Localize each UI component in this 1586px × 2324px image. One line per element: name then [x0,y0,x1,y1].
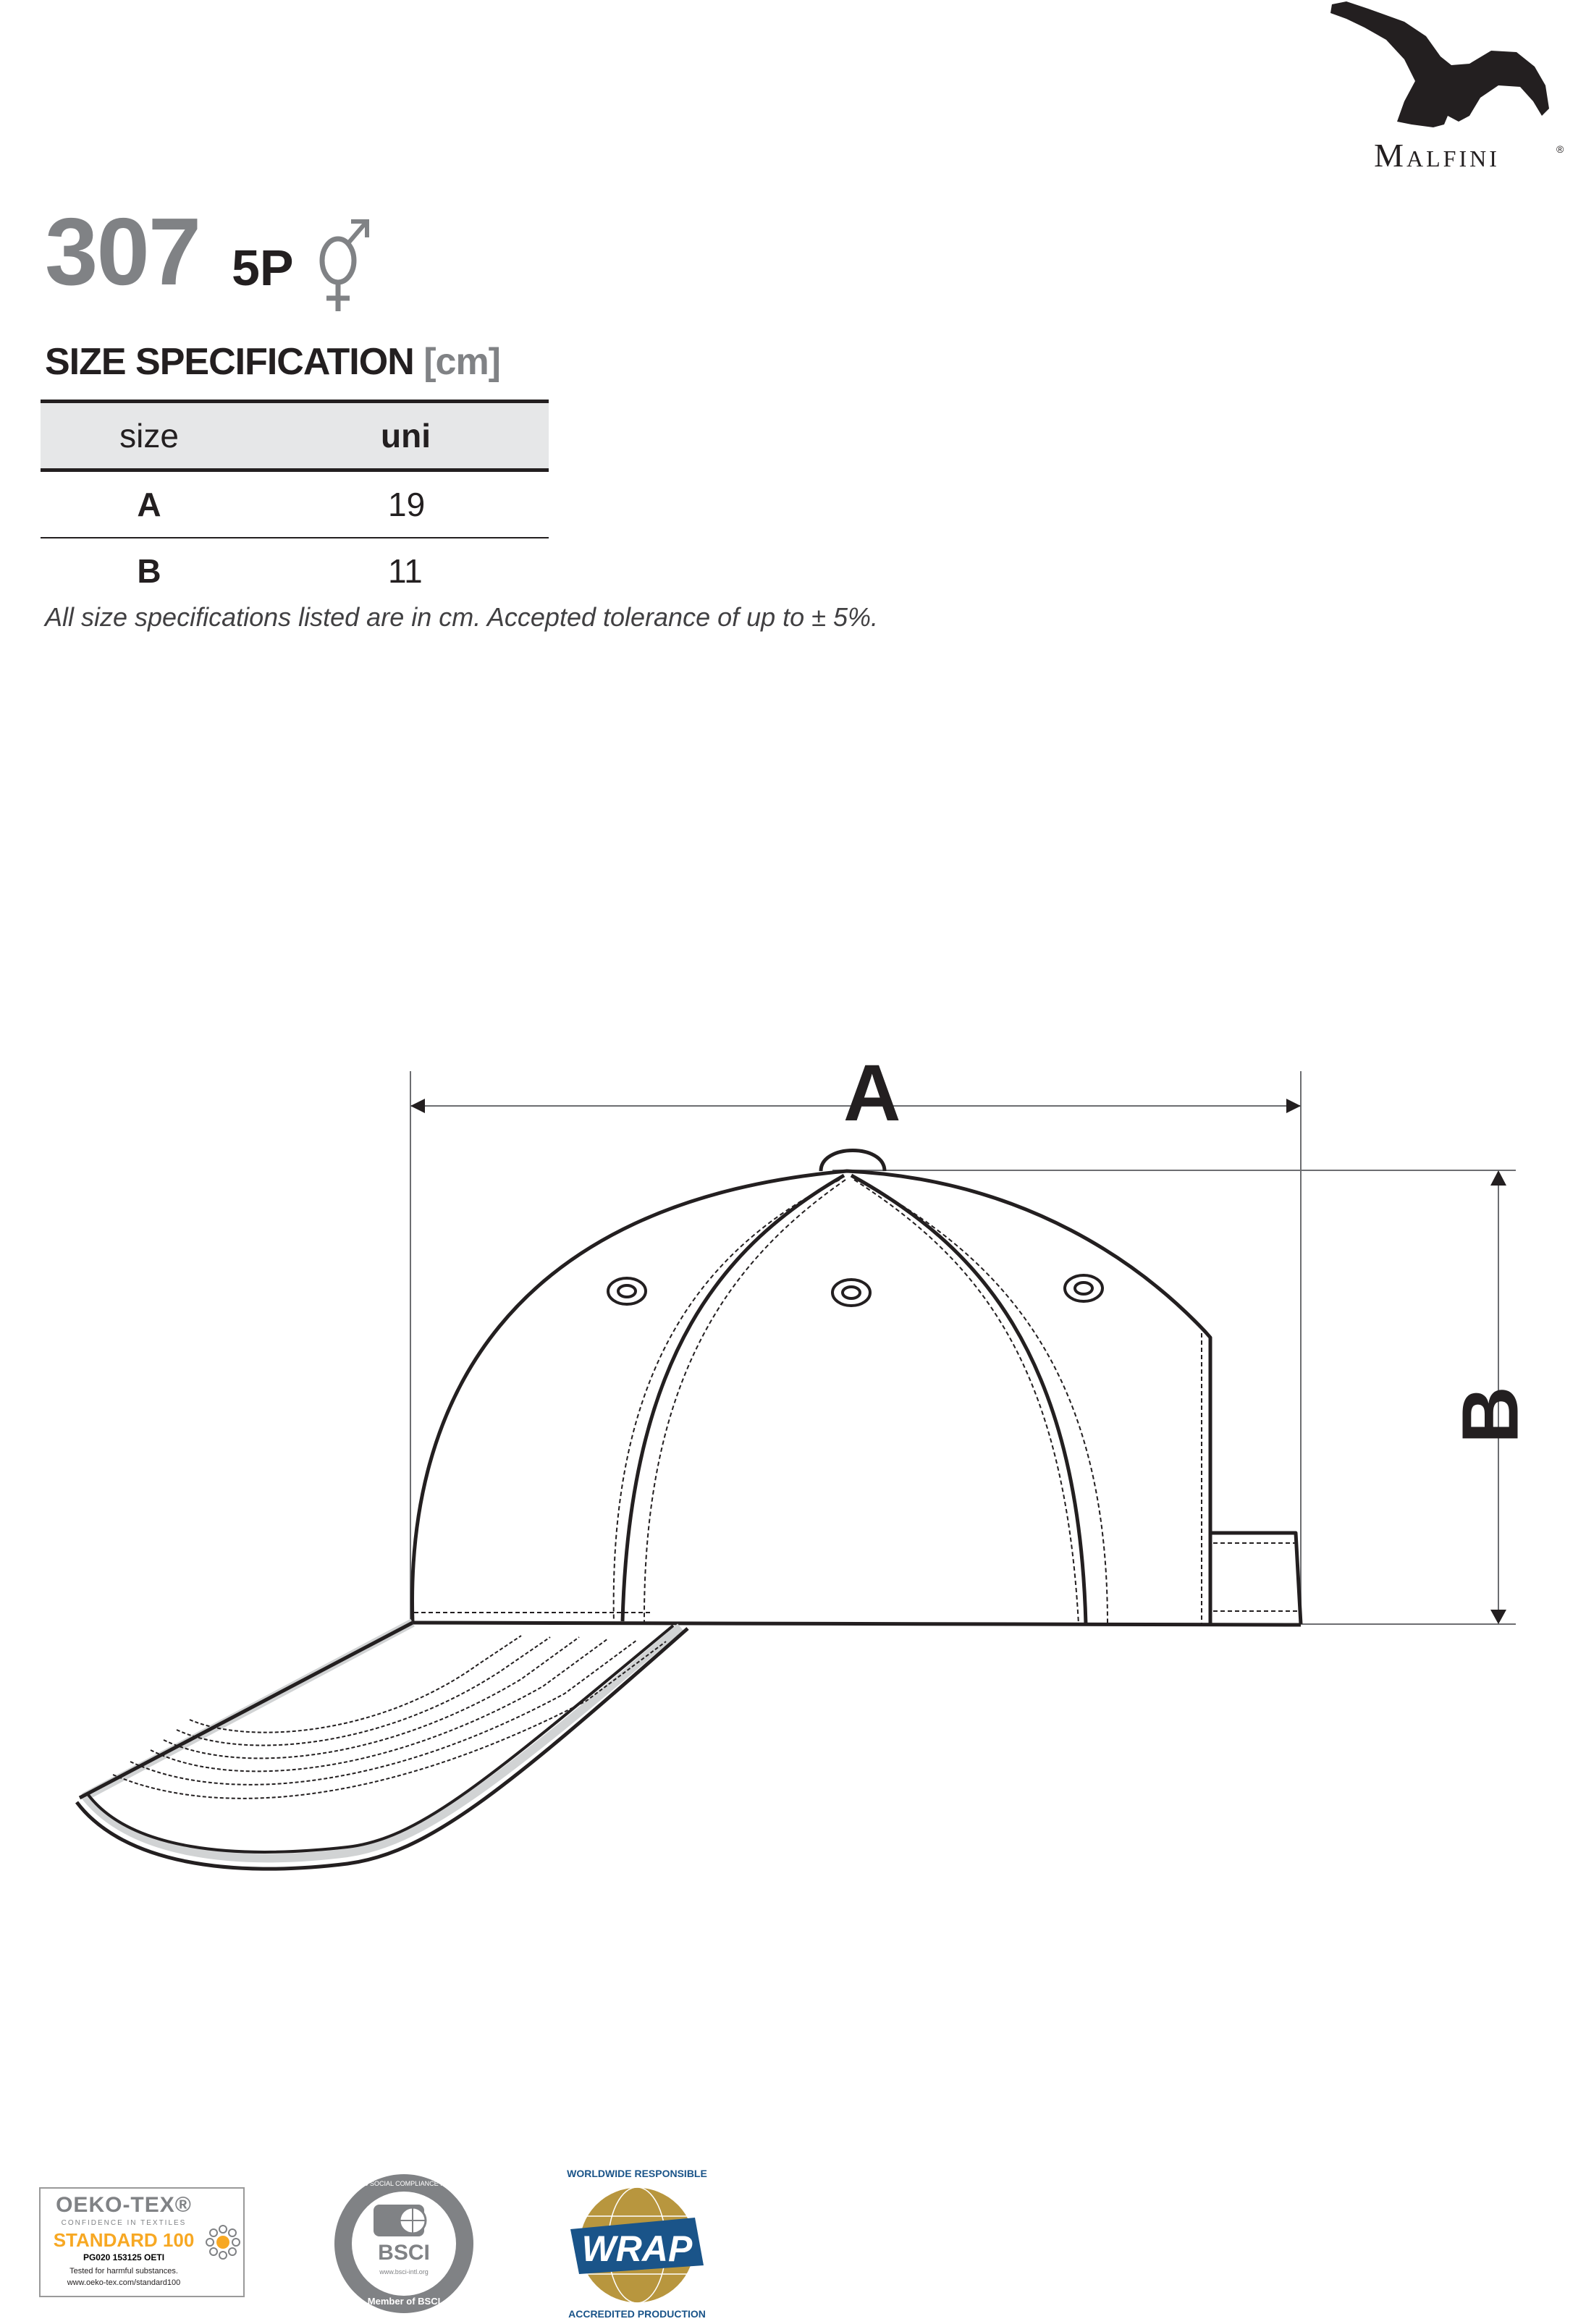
dimension-a-label: A [843,1049,901,1138]
svg-text:BSCI: BSCI [378,2241,430,2265]
visor-stitching [113,1636,666,1799]
oeko-tex-code: PG020 153125 OETI [83,2252,165,2262]
eyelet-icons [608,1275,1102,1306]
cap-stitching [414,1180,1297,1624]
row-label: B [137,552,161,590]
column-header-uni: uni [381,417,431,455]
table-row [41,538,549,604]
wrap-badge [550,2165,724,2321]
bsci-badge [332,2171,476,2316]
size-spec-unit: [cm] [423,341,500,383]
svg-text:BUSINESS SOCIAL COMPLIANCE INI: BUSINESS SOCIAL COMPLIANCE INITIATIVE [334,2180,473,2187]
registered-mark: ® [1556,143,1564,155]
row-label: A [137,486,161,523]
model-number: 307 [45,198,201,305]
size-table [41,400,549,604]
size-spec-title: SIZE SPECIFICATION [45,341,414,383]
oeko-tex-badge [39,2187,245,2297]
size-spec-heading [45,340,500,384]
oeko-tex-line1: Tested for harmful substances. [69,2267,178,2276]
table-row [41,470,549,538]
oeko-tex-subtitle: CONFIDENCE IN TEXTILES [61,2219,187,2227]
cap-technical-drawing [0,1013,1586,1882]
cap-visor [77,1623,688,1869]
oeko-tex-line2: www.oeko-tex.com/standard100 [67,2278,181,2287]
eagle-silhouette-icon [1325,0,1556,134]
svg-text:WRAP: WRAP [581,2228,693,2269]
svg-text:ACCREDITED PRODUCTION: ACCREDITED PRODUCTION [568,2308,706,2320]
row-value: 11 [388,552,423,590]
oeko-tex-flower-icon [206,2225,240,2260]
svg-text:WORLDWIDE RESPONSIBLE: WORLDWIDE RESPONSIBLE [567,2168,707,2179]
dimension-arrows [410,1099,1506,1624]
product-variant: 5P [232,240,294,296]
column-header-size: size [119,417,179,455]
brand-name: Malfini [1374,137,1500,174]
oeko-tex-standard: STANDARD 100 [53,2229,195,2251]
svg-text:Member of BSCI: Member of BSCI [367,2296,441,2307]
svg-text:www.bsci-intl.org: www.bsci-intl.org [379,2268,429,2276]
unisex-gender-icon [316,219,374,313]
dimension-b-label: B [1446,1386,1535,1444]
row-value: 19 [388,486,426,523]
malfini-logo [1317,0,1564,181]
size-table-header [41,402,549,470]
certification-logos [0,2164,796,2323]
dimension-guides [410,1071,1516,1624]
cap-crown [413,1151,1301,1626]
oeko-tex-title: OEKO-TEX® [56,2193,192,2217]
tolerance-note: All size specifications listed are in cm. Accepted tolerance of up to ± 5%. [45,602,878,632]
